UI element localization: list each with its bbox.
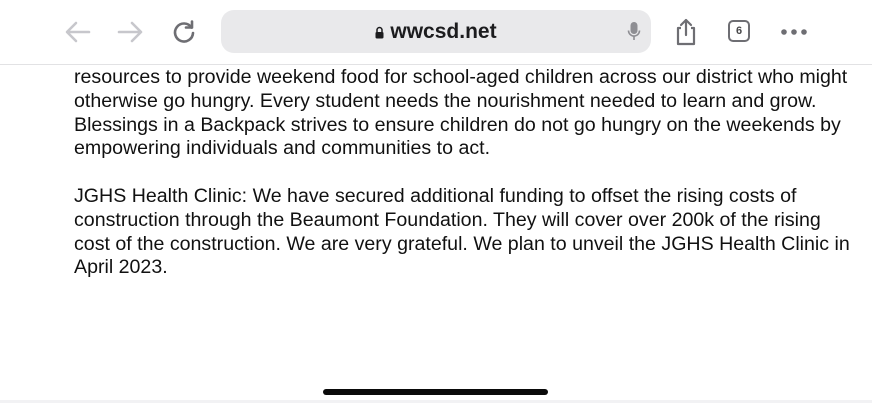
url-text: wwcsd.net <box>390 19 497 43</box>
share-button[interactable] <box>668 14 704 50</box>
tabs-button[interactable] <box>728 20 750 42</box>
home-indicator[interactable] <box>323 389 548 395</box>
paragraph-health-clinic: JGHS Health Clinic: We have secured additional funding to offset the rising costs of construction through the Beaumont Foundation. They will cover over 200k of the rising cost of the construction. We are very grateful. We plan to unveil the JGHS Health Clinic in April 2023. <box>74 184 850 279</box>
browser-toolbar <box>0 0 872 65</box>
url-display[interactable] <box>221 10 651 53</box>
tab-count: 6 <box>735 25 743 37</box>
microphone-icon[interactable] <box>627 21 641 43</box>
paragraph-blessings: resources to provide weekend food for school-aged children across our district who might otherwise go hungry. Every student needs the nourishment needed to learn and grow. Blessings in a Backpack strives to ensure children do not go hungry on the weekends by empowering individuals and communities to act. <box>74 66 848 160</box>
article-content <box>74 66 854 304</box>
ellipsis-icon <box>779 28 809 36</box>
arrow-right-icon <box>116 20 144 44</box>
more-button[interactable] <box>776 14 812 50</box>
back-button[interactable] <box>60 14 96 50</box>
reload-button[interactable] <box>166 14 202 50</box>
arrow-left-icon <box>64 20 92 44</box>
reload-icon <box>171 19 197 45</box>
forward-button[interactable] <box>112 14 148 50</box>
address-bar[interactable] <box>221 10 651 53</box>
share-icon <box>673 17 699 47</box>
lock-icon <box>375 26 384 39</box>
